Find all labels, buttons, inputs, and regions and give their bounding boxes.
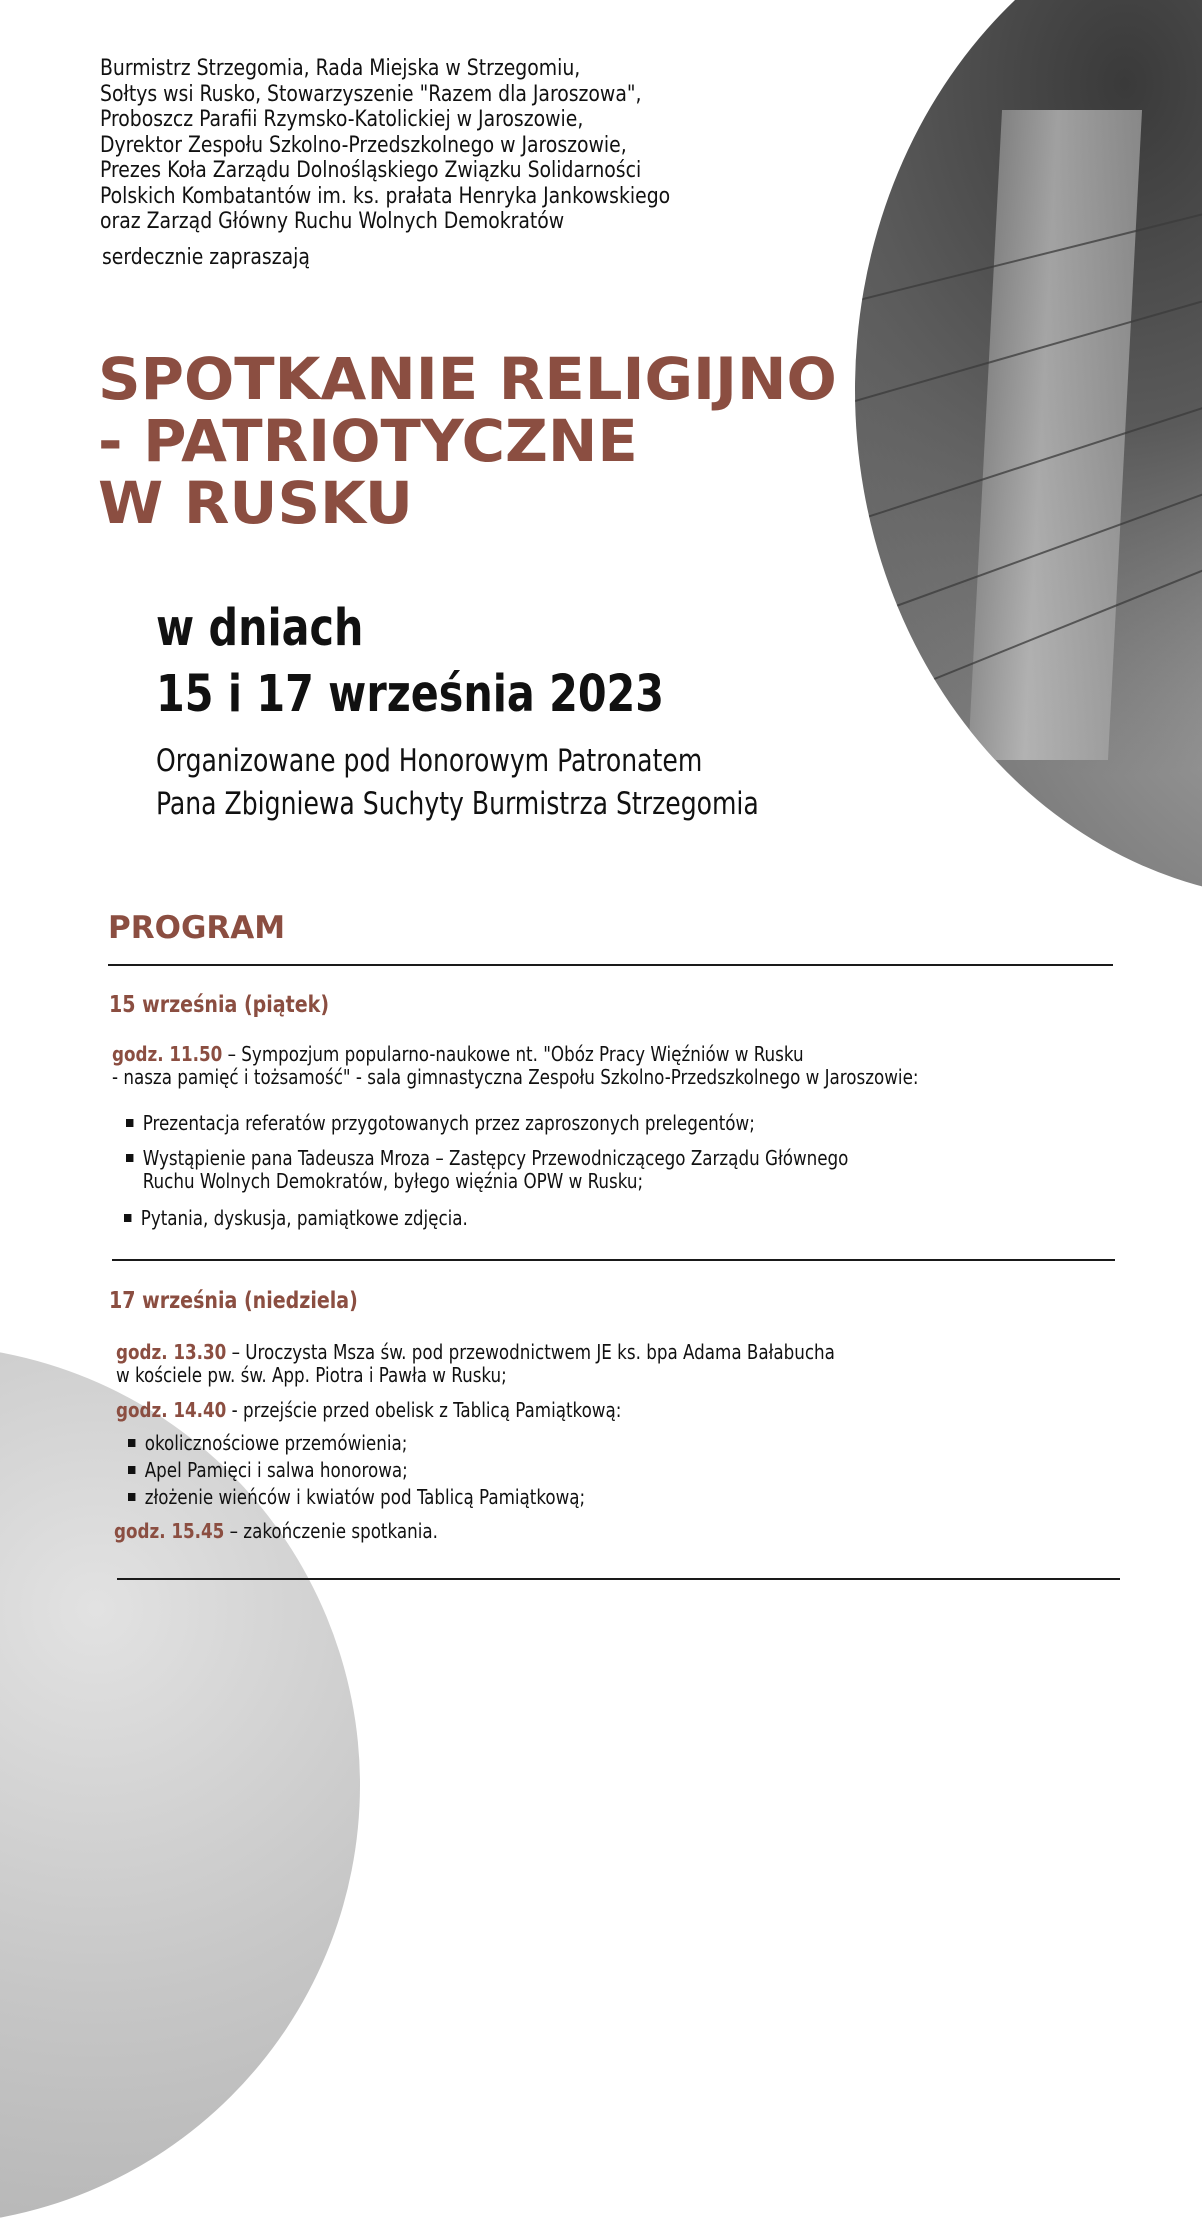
title-line: - PATRIOTYCZNE bbox=[98, 407, 638, 475]
entry-time: godz. 13.30 bbox=[116, 1340, 227, 1364]
dates-intro: w dniach bbox=[156, 599, 364, 658]
sponsor-line: Polskich Kombatantów im. ks. prałata Henryka Jankowskiego bbox=[100, 182, 671, 209]
divider bbox=[117, 1578, 1120, 1580]
schedule-entry bbox=[116, 1341, 835, 1387]
bullet-item bbox=[126, 1147, 848, 1193]
square-bullet-icon bbox=[126, 1119, 133, 1127]
sponsors-list bbox=[100, 56, 670, 235]
bullet-text: okolicznościowe przemówienia; bbox=[144, 1431, 408, 1455]
dates-value: 15 i 17 września 2023 bbox=[156, 665, 665, 724]
bullet-text: Prezentacja referatów przygotowanych przez zaproszonych prelegentów; bbox=[142, 1111, 755, 1135]
schedule-entry bbox=[114, 1520, 438, 1543]
event-dates bbox=[156, 596, 664, 728]
square-bullet-icon bbox=[124, 1214, 131, 1222]
sponsor-line: oraz Zarząd Główny Ruchu Wolnych Demokratów bbox=[100, 208, 565, 234]
entry-text: - przejście przed obelisk z Tablicą Pamiątkową: bbox=[226, 1398, 622, 1422]
day-heading-friday: 15 września (piątek) bbox=[109, 992, 330, 1018]
patronage bbox=[156, 740, 759, 826]
bullet-text: Pytania, dyskusja, pamiątkowe zdjęcia. bbox=[140, 1206, 468, 1230]
barbed-wire-photo bbox=[855, 0, 1202, 900]
bullet-text: Wystąpienie pana Tadeusza Mroza – Zastępcy Przewodniczącego Zarządu Głównego bbox=[142, 1146, 849, 1170]
bullet-text-cont: Ruchu Wolnych Demokratów, byłego więźnia OPW w Rusku; bbox=[142, 1169, 644, 1193]
entry-text-cont: w kościele pw. św. App. Piotra i Pawła w Rusku; bbox=[116, 1363, 507, 1387]
entry-time: godz. 14.40 bbox=[116, 1398, 227, 1422]
bullet-item bbox=[128, 1459, 408, 1482]
invite-text: serdecznie zapraszają bbox=[102, 244, 310, 270]
square-bullet-icon bbox=[128, 1466, 135, 1474]
event-title bbox=[98, 345, 837, 537]
schedule-entry bbox=[112, 1043, 919, 1089]
day-heading-sunday: 17 września (niedziela) bbox=[109, 1288, 358, 1314]
bullet-item bbox=[128, 1486, 585, 1509]
entry-text-cont: - nasza pamięć i tożsamość" - sala gimnastyczna Zespołu Szkolno-Przedszkolnego w Jaroszowie: bbox=[112, 1065, 919, 1089]
program-heading: PROGRAM bbox=[108, 910, 286, 946]
square-bullet-icon bbox=[128, 1439, 135, 1447]
bullet-item bbox=[124, 1207, 468, 1230]
schedule-entry bbox=[116, 1399, 621, 1422]
entry-time: godz. 11.50 bbox=[112, 1042, 223, 1066]
bullet-item bbox=[128, 1432, 407, 1455]
sponsor-line: Sołtys wsi Rusko, Stowarzyszenie "Razem dla Jaroszowa", bbox=[100, 80, 642, 107]
entry-time: godz. 15.45 bbox=[114, 1519, 225, 1543]
title-line: SPOTKANIE RELIGIJNO bbox=[98, 345, 837, 413]
sponsor-line: Dyrektor Zespołu Szkolno-Przedszkolnego w Jaroszowie, bbox=[100, 131, 627, 158]
entry-text: – Sympozjum popularno-naukowe nt. "Obóz Pracy Więźniów w Rusku bbox=[222, 1042, 804, 1066]
sponsor-line: Proboszcz Parafii Rzymsko-Katolickiej w Jaroszowie, bbox=[100, 106, 584, 132]
entry-text: – zakończenie spotkania. bbox=[224, 1519, 438, 1543]
sponsor-line: Prezes Koła Zarządu Dolnośląskiego Związku Solidarności bbox=[100, 157, 642, 183]
square-bullet-icon bbox=[126, 1154, 133, 1162]
divider bbox=[112, 1259, 1115, 1261]
entry-text: – Uroczysta Msza św. pod przewodnictwem JE ks. bpa Adama Bałabucha bbox=[226, 1340, 835, 1364]
bullet-item bbox=[126, 1112, 755, 1135]
bullet-text: Apel Pamięci i salwa honorowa; bbox=[144, 1458, 408, 1482]
patronage-line: Pana Zbigniewa Suchyty Burmistrza Strzegomia bbox=[156, 786, 759, 822]
title-line: W RUSKU bbox=[98, 469, 413, 537]
sponsor-line: Burmistrz Strzegomia, Rada Miejska w Strzegomiu, bbox=[100, 55, 581, 81]
patronage-line: Organizowane pod Honorowym Patronatem bbox=[156, 743, 703, 779]
square-bullet-icon bbox=[128, 1493, 135, 1501]
bullet-text: złożenie wieńców i kwiatów pod Tablicą Pamiątkową; bbox=[144, 1485, 586, 1509]
divider bbox=[108, 964, 1113, 966]
